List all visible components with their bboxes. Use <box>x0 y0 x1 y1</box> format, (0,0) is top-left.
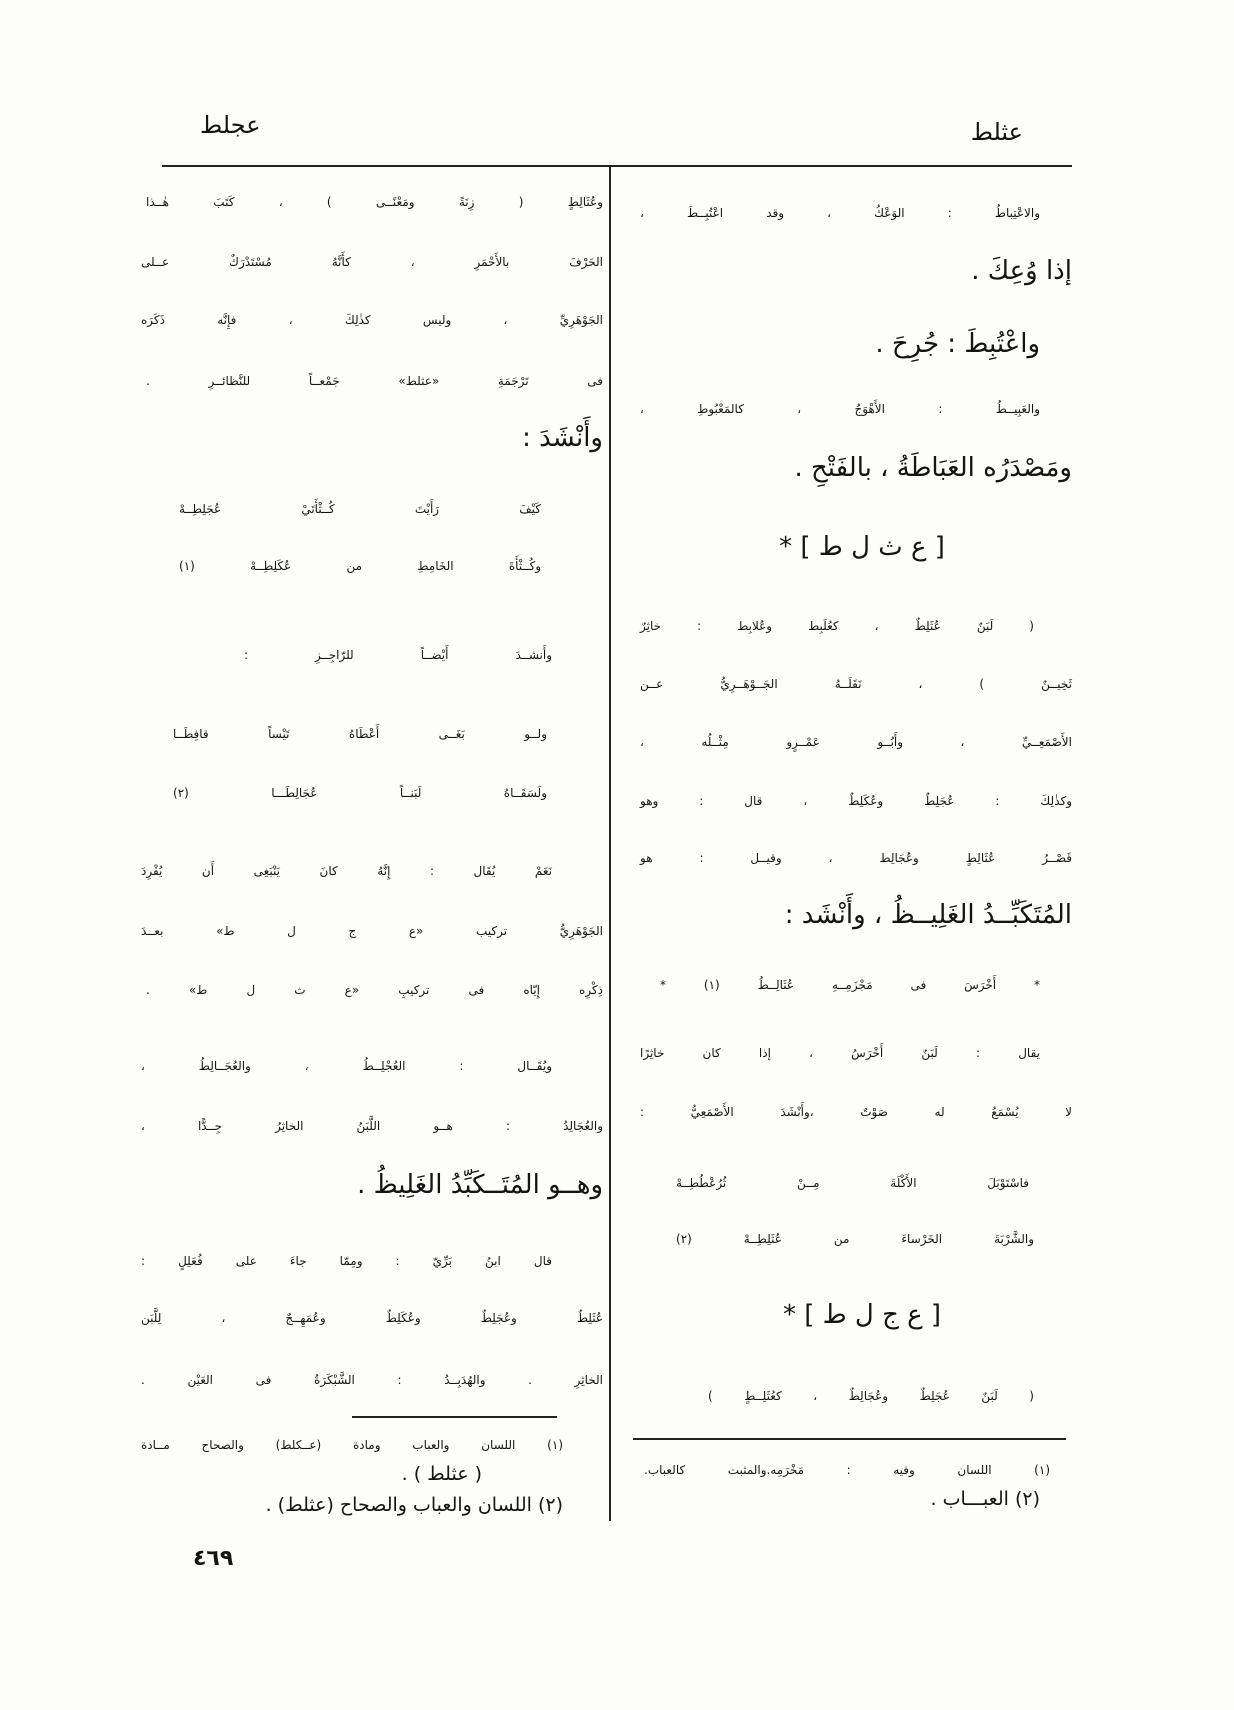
right-column-line-9: الأَصْمَعِــيِّ ، وأَبُــو عَمْــرٍو مِثْــلُه ، <box>640 735 1072 749</box>
footnote-rule-left <box>352 1416 557 1418</box>
left-column-line-4: فى تَرْجَمَةِ «عثلط» جَمْعــاً للنَّظائــرِ . <box>146 374 603 388</box>
root-heading-ain-jim-lam-ta: [ ع ج ل ط ] * <box>782 1300 942 1330</box>
verse-line-walaw-1: ولــو بَغَــى أَعْطَاهُ تَيْساً قافِطَــا <box>173 727 547 741</box>
left-column-line-13: ذِكْرِه إِيّاه فى تركيبِ «ع ث ل ط» . <box>146 983 603 997</box>
left-column-line-16: وهــو المُتَــكَبِّدُ الغَلِيظُ . <box>357 1170 603 1200</box>
right-column-line-2: إذا وُعِكَ . <box>971 256 1072 286</box>
right-footnote-1: (١) اللسان وفيه : مَخْرَمِه.والمثبت كالعباب. <box>644 1463 1050 1477</box>
running-head-left: عجلط <box>200 111 261 139</box>
left-footnote-1: (١) اللسان والعباب ومادة (عــكلط) والصحاح مــادة <box>141 1438 563 1452</box>
right-column-line-3: واعْتُبِطَ : جُرِحَ . <box>875 329 1040 359</box>
running-head-right: عثلط <box>970 118 1023 146</box>
right-column-line-11: قَصْــرُ عُثَالِطٍ وعُجَالِط ، وقيــل : هو <box>640 851 1072 865</box>
left-column-line-12: الجَوْهَرِيُّ تركيب «ع ج ل ط» بعــدَ <box>141 924 603 938</box>
column-divider <box>609 165 611 1521</box>
left-column-line-11: نَعَمْ يُقَال : إِنَّهُ كانَ يَنْبَغِى أَن يُفْرِدَ <box>141 864 552 878</box>
verse-line-akhras: * أَخْرَسَ فى مَجْزَمِــهِ عُثَالِــطُ (١) * <box>660 978 1041 992</box>
left-column-line-2: الحَرْفَ بالأَحْمَرِ ، كأَنَّهُ مُسْتَدْرَكٌ عــلى <box>141 255 603 269</box>
left-column <box>141 0 603 1710</box>
left-column-line-5: وأَنْشَدَ : <box>522 423 603 453</box>
right-column-line-15: لا يُسْمَعُ له صَوْتٌ ،وأَنْشَدَ الأَصْمَعِيُّ : <box>640 1105 1072 1119</box>
right-column-line-19: ( لَبَنٌ عُجَلِطٌ وعُجَالِطٌ ، كعُثَلِــطٍ ) <box>708 1389 1034 1403</box>
left-column-line-3: الجَوْهَرِيِّ ، وليس كذٰلِكَ ، فإِنَّه ذَكَرَه <box>141 313 603 327</box>
left-column-line-15: والعُجَالِدُ : هــو اللَّبَنُ الخاثِرُ جِــدًّا ، <box>141 1119 603 1133</box>
verse-line-kayfa-1: كَيْفَ رَأَيْتَ كُــثْأَتَيْ عُجَلِطِــهْ <box>179 502 541 516</box>
right-column-line-5: ومَصْدَرُه العَبَاطَةُ ، بالفَتْحِ . <box>794 453 1072 483</box>
left-column-line-14: ويُقَــال : العُجْلِــطُ ، والعُجَــالِطُ ، <box>141 1059 552 1073</box>
left-column-line-1: وعُثَالِطٍ ( زِنَةً ومَعْنًــى ) ، كَتَبَ هٰــذا <box>146 195 603 209</box>
right-column-line-1: والاعْتِباطُ : الوَعْكُ ، وقد اعْتُبِــطَ ، <box>640 206 1040 220</box>
verse-line-fastawbala-2: والشَّرْبَةَ الخَرْساءَ من عُثَلِطِــهْ (٢) <box>676 1232 1034 1246</box>
left-column-line-18: عُثَلِطٌ وعُجَلِطٌ وعُكَلِطٌ وعُمَهِــجٌ ، لِلَّبَن <box>141 1311 603 1325</box>
right-column-line-14: يقال : لَبَنٌ أَخْرَسُ ، إذا كان خاثِرًا <box>640 1046 1040 1060</box>
root-heading-ain-tha-lam-ta: [ ع ث ل ط ] * <box>779 532 945 562</box>
verse-line-walaw-2: ولَسَقَــاهُ لَبَنــاً عُجَالِطَـــا (٢) <box>173 786 547 800</box>
right-footnote-2: (٢) العبـــاب . <box>930 1488 1040 1510</box>
right-column-line-4: والعَبِيــطُ : الأَهْوَجُ ، كالمَعْبُوطِ ، <box>640 402 1040 416</box>
right-column <box>622 0 1072 1710</box>
left-footnote-2: (٢) اللسان والعباب والصحاح (عثلط) . <box>265 1494 563 1516</box>
footnote-rule-right <box>633 1438 1066 1440</box>
verse-line-kayfa-2: وكُــثْأَةَ الخَامِطِ من عُكَلِطِــهْ (١) <box>179 559 541 573</box>
right-column-line-10: وكذٰلِكَ : عُجَلِطٌ وعُكَلِطٌ ، قال : وهو <box>640 794 1072 808</box>
verse-line-fastawbala-1: فاسْتَوْبَلَ الأَكْلَةَ مِــنْ ثُرُعْطُطِــهْ <box>676 1176 1029 1190</box>
page-number: ٤٦٩ <box>193 1546 234 1571</box>
right-column-line-8: ثَخِيــنٌ ) ، نَقَلَــهُ الجَــوْهَــرِيُّ عــن <box>640 677 1072 691</box>
right-column-line-12: المُتَكَبِّــدُ الغَلِيــظُ ، وأَنْشَد : <box>784 900 1072 930</box>
left-column-line-19: الخاثِرِ . والهُدَبِــدُ : الشَّبْكَرَةُ فى العَيْن . <box>141 1373 603 1387</box>
right-column-line-7: ( لَبَنٌ عُثَلِطٌ ، كعُلَبِط وعُلابِط : خاثِرٌ <box>640 619 1034 633</box>
left-column-line-8: وأَنشــدَ أَيْضــاً للرّاجِــزِ : <box>244 648 552 662</box>
left-column-line-17: قال ابنُ بَرِّيّ : ومِمّا جاءَ على فُعَلِلٍ : <box>141 1254 552 1268</box>
left-footnote-1-continued: ( عثلط ) . <box>401 1463 482 1485</box>
